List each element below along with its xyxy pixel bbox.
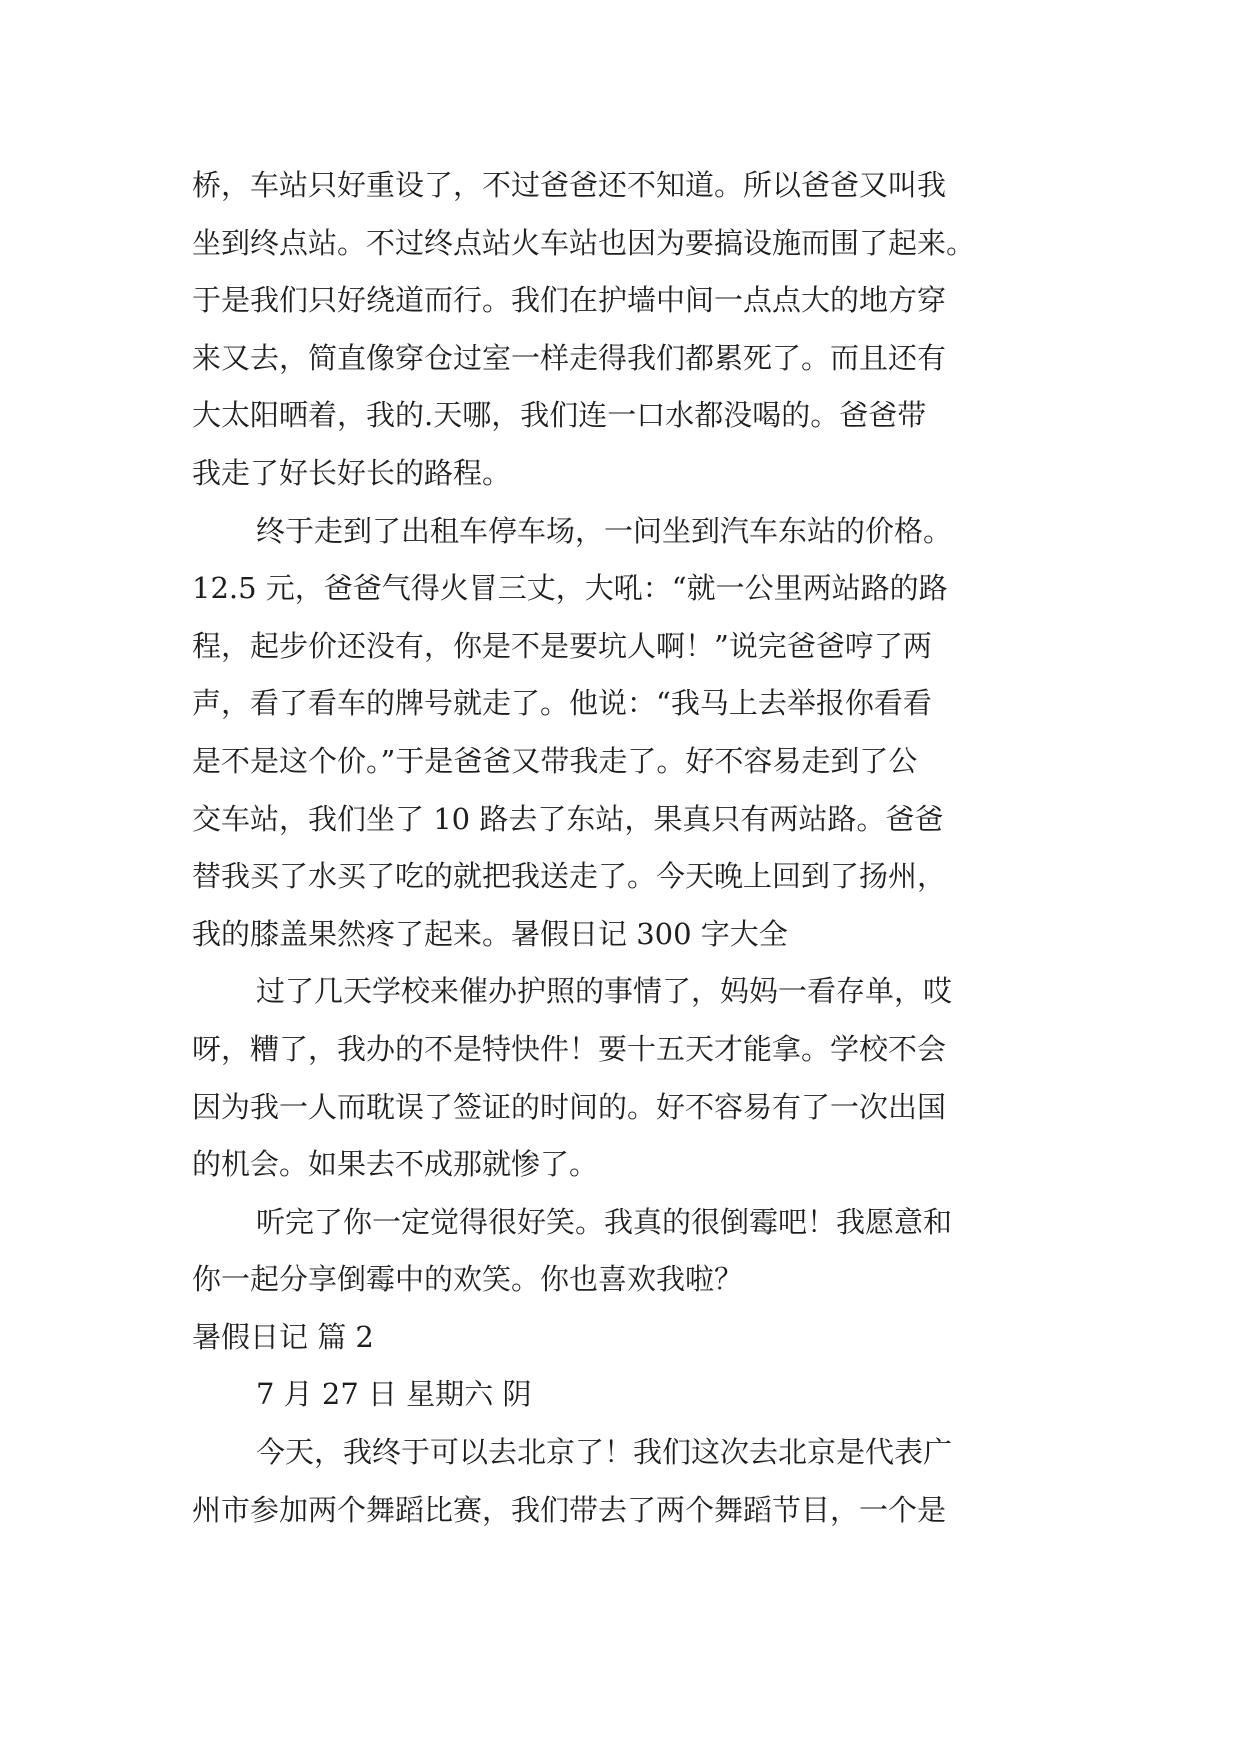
text-line: 听完了你一定觉得很好笑。我真的很倒霉吧！我愿意和: [256, 1204, 953, 1239]
text-line: 是不是这个价。”于是爸爸又带我走了。好不容易走到了公: [192, 743, 918, 778]
text-line: 程，起步价还没有，你是不是要坑人啊！”说完爸爸哼了两: [192, 628, 932, 663]
text-line: 州市参加两个舞蹈比赛，我们带去了两个舞蹈节目，一个是: [192, 1492, 947, 1527]
text-line: 12.5 元，爸爸气得火冒三丈，大吼：“就一公里两站路的路: [192, 571, 948, 606]
text-line: 来又去，简直像穿仓过室一样走得我们都累死了。而且还有: [192, 340, 947, 375]
text-line: 呀，糟了，我办的不是特快件！要十五天才能拿。学校不会: [192, 1031, 947, 1066]
text-line: 过了几天学校来催办护照的事情了，妈妈一看存单，哎: [256, 974, 953, 1009]
text-line: 7 月 27 日 星期六 阴: [256, 1377, 532, 1412]
text-line: 我的膝盖果然疼了起来。暑假日记 300 字大全: [192, 916, 788, 951]
text-line: 今天，我终于可以去北京了！我们这次去北京是代表广: [256, 1435, 953, 1470]
text-line: 的机会。如果去不成那就惨了。: [192, 1147, 599, 1182]
text-line: 你一起分享倒霉中的欢笑。你也喜欢我啦？: [192, 1262, 744, 1297]
text-line: 我走了好长好长的路程。: [192, 455, 512, 490]
text-line: 大太阳晒着，我的.天哪，我们连一口水都没喝的。爸爸带: [192, 398, 927, 433]
document-body: [192, 157, 1092, 1539]
text-line: 终于走到了出租车停车场，一问坐到汽车东站的价格。: [256, 513, 953, 548]
text-line: 交车站，我们坐了 10 路去了东站，果真只有两站路。爸爸: [192, 801, 944, 836]
text-line: 于是我们只好绕道而行。我们在护墙中间一点点大的地方穿: [192, 283, 947, 318]
text-line: 暑假日记 篇 2: [192, 1319, 374, 1354]
text-line: 坐到终点站。不过终点站火车站也因为要搞设施而围了起来。: [192, 225, 976, 260]
text-line: 因为我一人而耽误了签证的时间的。好不容易有了一次出国: [192, 1089, 947, 1124]
text-line: 声，看了看车的牌号就走了。他说：“我马上去举报你看看: [192, 686, 932, 721]
text-line: 替我买了水买了吃的就把我送走了。今天晚上回到了扬州，: [192, 859, 947, 894]
text-line: 桥，车站只好重设了，不过爸爸还不知道。所以爸爸又叫我: [192, 168, 947, 202]
